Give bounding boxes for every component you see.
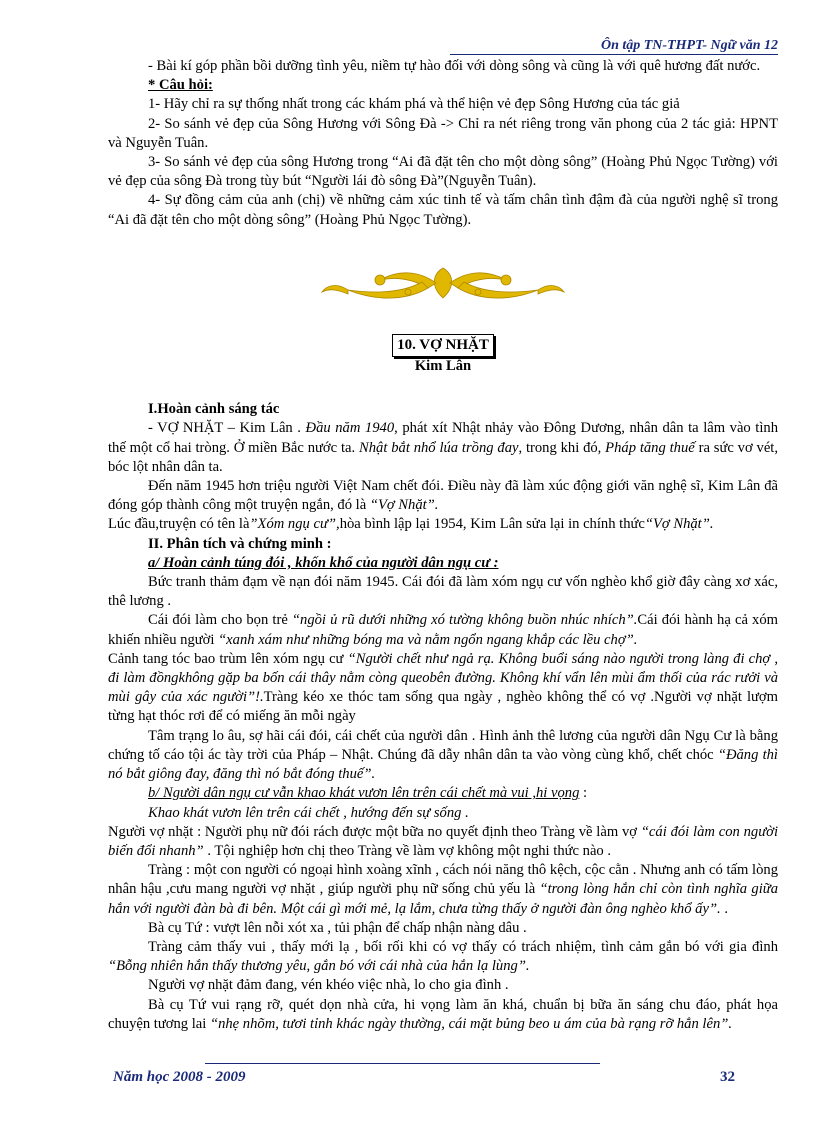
page-content bbox=[108, 57, 778, 1034]
subsection-a-paragraph-4: Tâm trạng lo âu, sợ hãi cái đói, cái chết của người dân . Hình ảnh thê lương của người dân Ngụ Cư là bằng chứng tố cáo tội ác tày trời của Pháp – Nhật. Chúng đã dẫy nhân dân ta vào vòng cùng khổ, chết chóc “Đăng thì nó bắt giông đay, đăng thì nó bắt đóng thuế”. bbox=[108, 727, 778, 783]
section1-paragraph-2: Đến năm 1945 hơn triệu người Việt Nam chết đói. Điều này đã làm xúc động giới văn nghệ sĩ, Kim Lân đã đóng góp thành công một truyện ngắn, đó là “Vợ Nhặt”. bbox=[108, 478, 778, 514]
subsection-a-paragraph-2: Cái đói làm cho bọn trẻ “ngồi ủ rũ dưới những xó tường không buồn nhúc nhích”.Cái đói hành hạ cả xóm khiến nhiều người “xanh xám như những bóng ma và nằm ngổn ngang khắp các lều chợ”. bbox=[108, 612, 778, 648]
question-3: 3- So sánh vẻ đẹp của sông Hương trong “Ai đã đặt tên cho một dòng sông” (Hoàng Phủ Ngọc Tường) với vẻ đẹp của sông Đà trong tùy bút “Người lái đò sông Đà”(Nguyễn Tuân). bbox=[108, 154, 778, 190]
footer-school-year: Năm học 2008 - 2009 bbox=[113, 1069, 246, 1085]
ornament-scroll-icon bbox=[318, 260, 568, 306]
section1-heading: I.Hoàn cảnh sáng tác bbox=[148, 401, 280, 418]
intro-conclusion: - Bài kí góp phần bồi dưỡng tình yêu, niềm tự hào đối với dòng sông và cũng là với quê hương đất nước. bbox=[148, 58, 761, 74]
subsection-a-paragraph-3: Cảnh tang tóc bao trùm lên xóm ngụ cư “Người chết như ngả rạ. Không buổi sáng nào người trong làng đi chợ , đi làm đồngkhông gặp ba bốn cái thây nằm còng queobên đường. Không khí vẩn lên mùi ẩm thối của rác rưởi và mùi gây của xác người”!.Tràng kéo xe thóc tam sống qua ngày , nghèo không thể có vợ .Người vợ nhặt lượm từng hạt thóc rơi để có miếng ăn mỗi ngày bbox=[108, 650, 778, 725]
header-rule bbox=[450, 54, 778, 55]
subsection-b-paragraph-1: Người vợ nhặt : Người phụ nữ đói rách được một bữa no quyết định theo Tràng về làm vợ “cái đói làm con người biến đổi nhanh” . Tội nghiệp hơn chị theo Tràng về làm vợ không một nghi thức nào . bbox=[108, 823, 778, 859]
question-1: 1- Hãy chỉ ra sự thống nhất trong các khám phá và thể hiện vẻ đẹp Sông Hương của tác giả bbox=[148, 96, 680, 113]
decorative-ornament bbox=[108, 260, 778, 308]
header-title: Ôn tập TN-THPT- Ngữ văn 12 bbox=[600, 38, 778, 53]
spacer bbox=[108, 376, 778, 400]
page-number: 32 bbox=[720, 1069, 735, 1085]
subsection-b-paragraph-3: Bà cụ Tứ : vượt lên nỗi xót xa , tủi phận để chấp nhận nàng dâu . bbox=[148, 919, 527, 936]
subsection-b-paragraph-6: Bà cụ Tứ vui rạng rỡ, quét dọn nhà cửa, hi vọng làm ăn khá, chuẩn bị bữa ăn sáng chu đáo, phát họa chuyện tương lai “nhẹ nhõm, tươi tỉnh khác ngày thường, cái mặt bủng beo u ám của bà rạng rỡ hẳn lên”. bbox=[108, 996, 778, 1032]
lesson-title: 10. VỢ NHẶT bbox=[392, 334, 494, 357]
question-4: 4- Sự đồng cảm của anh (chị) về những cảm xúc tinh tế và tấm chân tình đậm đà của người nghệ sĩ trong “Ai đã đặt tên cho một dòng sông” (Hoàng Phủ Ngọc Tường). bbox=[108, 192, 778, 228]
subsection-b-paragraph-2: Tràng : một con người có ngoại hình xoàng xĩnh , cách nói năng thô kệch, cộc cằn . Nhưng anh có tấm lòng nhân hậu ,cưu mang người vợ nhặt , giúp người phụ nữ sống chủ yếu là “trong lòng hắn chỉ còn tình nghĩa giữa hắn với người đàn bà đi bên. Một cái gì mới mẻ, lạ lắm, chưa từng thấy ở người đàn ông nghèo khổ ấy”. . bbox=[108, 862, 778, 917]
subsection-b-paragraph-5: Người vợ nhặt đảm đang, vén khéo việc nhà, lo cho gia đình . bbox=[148, 977, 509, 994]
subsection-a-paragraph-1: Bức tranh thảm đạm về nạn đói năm 1945. Cái đói đã làm xóm ngụ cư vốn nghèo khổ giờ đây càng xơ xác, thê lương . bbox=[108, 574, 778, 610]
lesson-author: Kim Lân bbox=[414, 358, 472, 375]
subsection-b-paragraph-4: Tràng cảm thấy vui , thấy mới lạ , bối rối khi có vợ thấy có trách nhiệm, tình cảm gắn bó với gia đình “Bỗng nhiên hắn thấy thương yêu, gắn bó với cái nhà của hắn lạ lùng”. bbox=[108, 938, 778, 975]
section2-heading: II. Phân tích và chứng minh : bbox=[148, 535, 332, 552]
question-2: 2- So sánh vẻ đẹp của Sông Hương với Sông Đà -> Chỉ ra nét riêng trong văn phong của 2 tác giả: HPNT và Nguyễn Tuân. bbox=[108, 115, 778, 151]
questions-heading: * Câu hỏi: bbox=[148, 77, 213, 94]
lesson-title-wrap bbox=[108, 334, 778, 357]
subsection-b-heading: b/ Người dân ngụ cư vẫn khao khát vươn lên trên cái chết mà vui ,hi vọng : bbox=[148, 785, 588, 802]
section1-paragraph-3: Lúc đầu,truyện có tên là”Xóm ngụ cư”,hòa bình lập lại 1954, Kim Lân sửa lại in chính thức“Vợ Nhặt”. bbox=[108, 516, 714, 533]
subsection-b-intro: Khao khát vươn lên trên cái chết , hướng đến sự sống . bbox=[148, 804, 469, 821]
subsection-a-heading: a/ Hoàn cảnh túng đói , khốn khổ của người dân ngụ cư : bbox=[148, 554, 499, 571]
footer-rule bbox=[205, 1063, 600, 1064]
section1-paragraph-1: - VỢ NHẶT – Kim Lân . Đầu năm 1940, phát xít Nhật nhảy vào Đông Dương, nhân dân ta lâm vào tình thế một cổ hai tròng. Ở miền Bắc nước ta. Nhật bắt nhổ lúa trồng đay, trong khi đó, Pháp tăng thuế ra sức vơ vét, bóc lột nhân dân ta. bbox=[108, 420, 779, 475]
